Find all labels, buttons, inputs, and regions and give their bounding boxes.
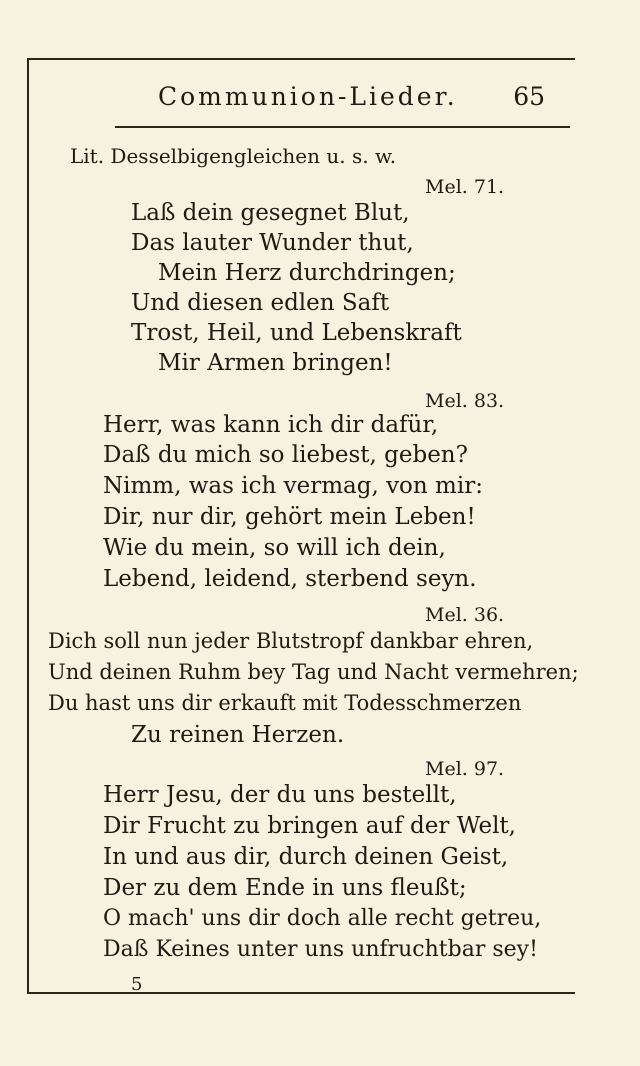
verse-line: Daß Keines unter uns unfruchtbar sey! xyxy=(103,937,538,962)
melody-reference: Mel. 71. xyxy=(425,176,505,198)
verse-line: Daß du mich so liebest, geben? xyxy=(103,442,468,468)
melody-reference: Mel. 97. xyxy=(425,758,505,780)
verse-line: In und aus dir, durch deinen Geist, xyxy=(103,844,509,870)
running-title: Communion-Lieder. xyxy=(158,82,458,111)
verse-line: Laß dein gesegnet Blut, xyxy=(131,200,410,226)
verse-line: O mach' uns dir doch alle recht getreu, xyxy=(103,906,542,931)
verse-line: Und diesen edlen Saft xyxy=(131,290,390,316)
frame-left-rule xyxy=(27,58,29,992)
melody-reference: Mel. 36. xyxy=(425,604,505,626)
verse-line: Mein Herz durchdringen; xyxy=(158,260,456,286)
signature-mark: 5 xyxy=(131,974,143,995)
verse-line: Lebend, leidend, sterbend seyn. xyxy=(103,566,477,592)
verse-line: Trost, Heil, und Lebenskraft xyxy=(131,320,462,346)
lit-line: Lit. Desselbigengleichen u. s. w. xyxy=(70,144,397,168)
verse-line: Zu reinen Herzen. xyxy=(131,722,345,748)
frame-bottom-rule xyxy=(27,992,575,994)
verse-line: Wie du mein, so will ich dein, xyxy=(103,535,446,561)
verse-line: Der zu dem Ende in uns fleußt; xyxy=(103,875,467,901)
verse-line: Und deinen Ruhm bey Tag und Nacht vermehren; xyxy=(48,660,579,684)
verse-line: Herr, was kann ich dir dafür, xyxy=(103,412,439,438)
frame-top-rule xyxy=(27,58,575,60)
melody-reference: Mel. 83. xyxy=(425,390,505,412)
verse-line: Herr Jesu, der du uns bestellt, xyxy=(103,782,457,808)
verse-line: Dir, nur dir, gehört mein Leben! xyxy=(103,504,476,530)
verse-line: Mir Armen bringen! xyxy=(158,350,393,376)
verse-line: Dich soll nun jeder Blutstropf dankbar ehren, xyxy=(48,629,534,653)
header-rule xyxy=(115,126,570,128)
verse-line: Nimm, was ich vermag, von mir: xyxy=(103,473,483,499)
verse-line: Du hast uns dir erkauft mit Todesschmerzen xyxy=(48,691,522,715)
page-number: 65 xyxy=(513,82,545,111)
verse-line: Dir Frucht zu bringen auf der Welt, xyxy=(103,813,516,839)
verse-line: Das lauter Wunder thut, xyxy=(131,230,414,256)
